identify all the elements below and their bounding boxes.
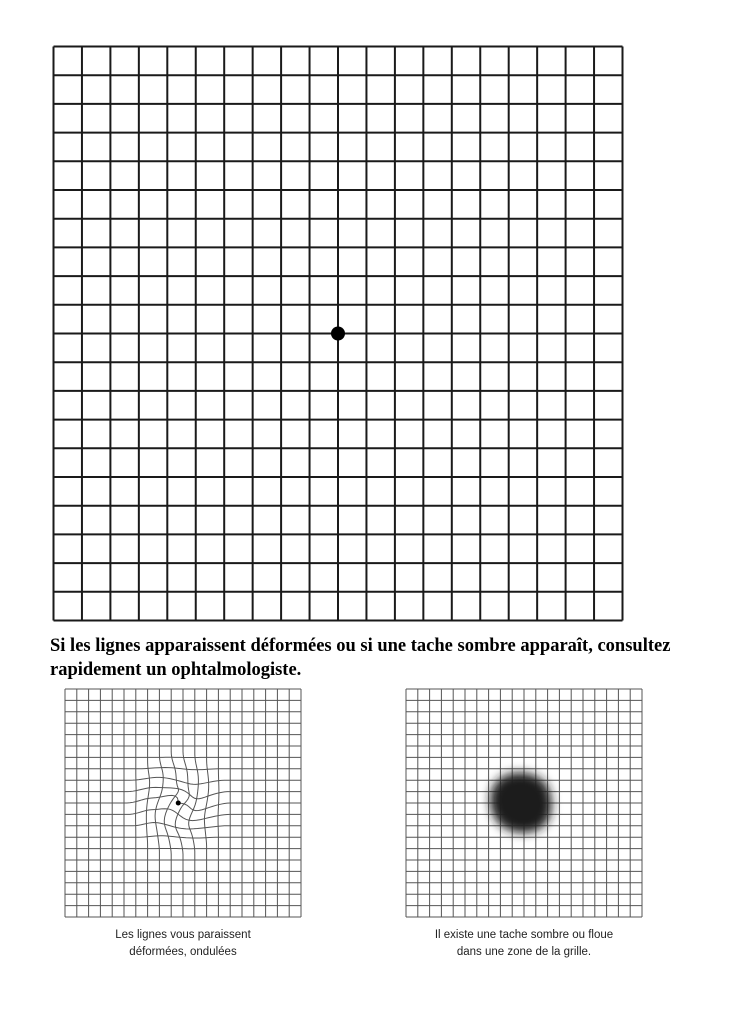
center-fixation-dot <box>331 327 345 341</box>
amsler-grid-lines <box>52 45 624 622</box>
dark-blurry-spot <box>490 773 552 833</box>
instruction-line-2: rapidement un ophtalmologiste. <box>50 660 302 680</box>
caption-spot-line-2: dans une zone de la grille. <box>456 946 592 958</box>
distorted-grid-lines <box>64 688 302 918</box>
caption-distorted-lines <box>43 927 323 961</box>
caption-dark-spot <box>384 927 664 961</box>
caption-distorted-line-1: Les lignes vous paraissent <box>115 929 251 941</box>
example-distorted-grid <box>64 688 302 918</box>
caption-spot-line-1: Il existe une tache sombre ou floue <box>434 929 614 941</box>
amsler-grid <box>52 45 624 622</box>
dark-spot-grid-lines <box>405 688 643 918</box>
instruction-line-1: Si les lignes apparaissent déformées ou si une tache sombre apparaît, consultez <box>50 636 671 656</box>
center-fixation-dot <box>176 801 181 806</box>
example-dark-spot-grid <box>405 688 643 918</box>
instruction-text <box>50 634 710 682</box>
caption-distorted-line-2: déformées, ondulées <box>129 946 237 958</box>
